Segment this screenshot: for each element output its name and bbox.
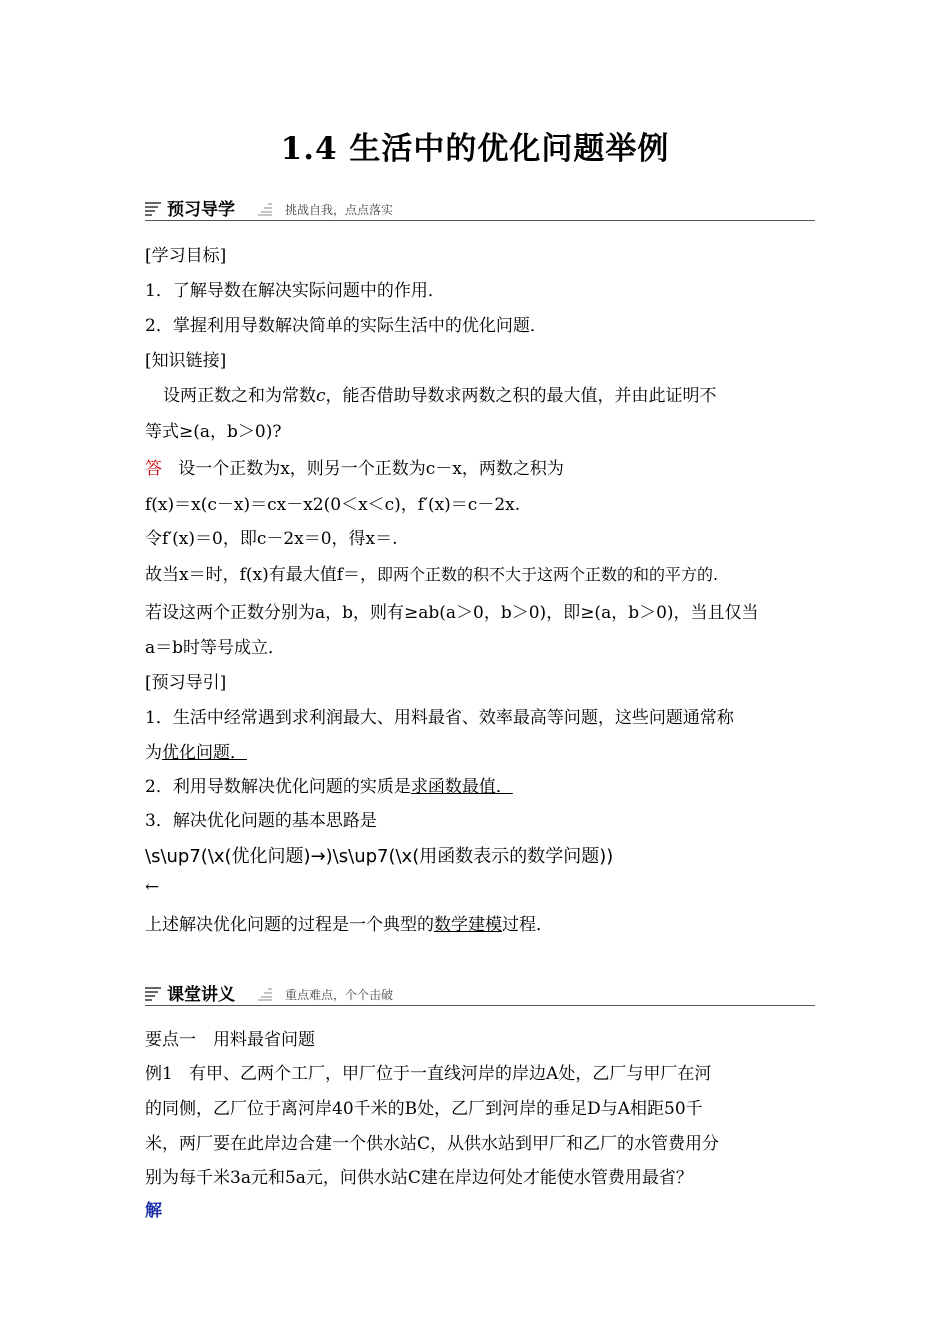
- section-bar-lecture: [145, 980, 815, 1006]
- section-subtitle: 重点难点，个个击破: [285, 988, 394, 1002]
- question-line-2: 等式≥(a，b＞0)?: [145, 422, 282, 442]
- example-line-3: 米，两厂要在此岸边合建一个供水站C，从供水站到甲厂和乙厂的水管费用分: [145, 1134, 720, 1154]
- page-title: 1.4 生活中的优化问题举例: [280, 131, 670, 167]
- question-line-1: 设两正数之和为常数c，能否借助导数求两数之积的最大值，并由此证明不: [163, 386, 717, 406]
- answer-line-5: 若设这两个正数分别为a，b，则有≥ab(a＞0，b＞0)，即≥(a，b＞0)，当且仅当: [145, 603, 759, 623]
- answer-line-2: f(x)＝x(c－x)＝cx－x2(0＜x＜c)，f′(x)＝c－2x.: [145, 495, 521, 515]
- hatch-icon: [145, 200, 161, 216]
- section-name: 课堂讲义: [167, 985, 235, 1005]
- answer-line-4: 故当x＝时，f(x)有最大值f＝，即两个正数的积不大于这两个正数的和的平方的.: [145, 565, 719, 585]
- hatch-icon: [258, 987, 272, 1001]
- hatch-icon: [258, 202, 272, 216]
- guide-3: 3．解决优化问题的基本思路是: [145, 811, 377, 831]
- flow-equation: \s\up7(\x(优化问题)→)\s\up7(\x(用函数表示的数学问题)): [145, 846, 614, 867]
- guide-4: 上述解决优化问题的过程是一个典型的数学建模过程．: [145, 915, 553, 935]
- answer-line-1: 答 设一个正数为x，则另一个正数为c－x，两数之积为: [145, 459, 564, 479]
- section-subtitle: 挑战自我，点点落实: [285, 203, 394, 217]
- goal-1: 1．了解导数在解决实际问题中的作用．: [145, 281, 445, 301]
- hatch-icon: [145, 985, 161, 1001]
- link-heading: [知识链接]: [145, 351, 227, 371]
- goals-heading: [学习目标]: [145, 246, 227, 266]
- key-point-1: 要点一 用料最省问题: [145, 1030, 315, 1050]
- guide-1b: 为优化问题．: [145, 743, 247, 763]
- guide-1a: 1．生活中经常遇到求利润最大、用料最省、效率最高等问题，这些问题通常称: [145, 708, 734, 728]
- example-line-1: 例1 有甲、乙两个工厂，甲厂位于一直线河岸的岸边A处，乙厂与甲厂在河: [145, 1064, 712, 1084]
- guide-heading: [预习导引]: [145, 673, 227, 693]
- example-line-2: 的同侧，乙厂位于离河岸40千米的B处，乙厂到河岸的垂足D与A相距50千: [145, 1099, 703, 1119]
- answer-line-6: a＝b时等号成立．: [145, 638, 286, 658]
- solution-label: 解: [145, 1201, 162, 1221]
- section-name: 预习导学: [167, 200, 235, 220]
- example-label: 例1: [145, 1064, 173, 1084]
- guide-2: 2．利用导数解决优化问题的实质是求函数最值．: [145, 777, 513, 797]
- example-line-4: 别为每千米3a元和5a元，问供水站C建在岸边何处才能使水管费用最省？: [145, 1168, 693, 1188]
- goal-2: 2．掌握利用导数解决简单的实际生活中的优化问题．: [145, 316, 547, 336]
- left-arrow: ←: [145, 877, 160, 897]
- answer-label: 答: [145, 459, 162, 479]
- section-bar-preview: [145, 195, 815, 221]
- answer-line-3: 令f′(x)＝0，即c－2x＝0，得x＝.: [145, 529, 398, 549]
